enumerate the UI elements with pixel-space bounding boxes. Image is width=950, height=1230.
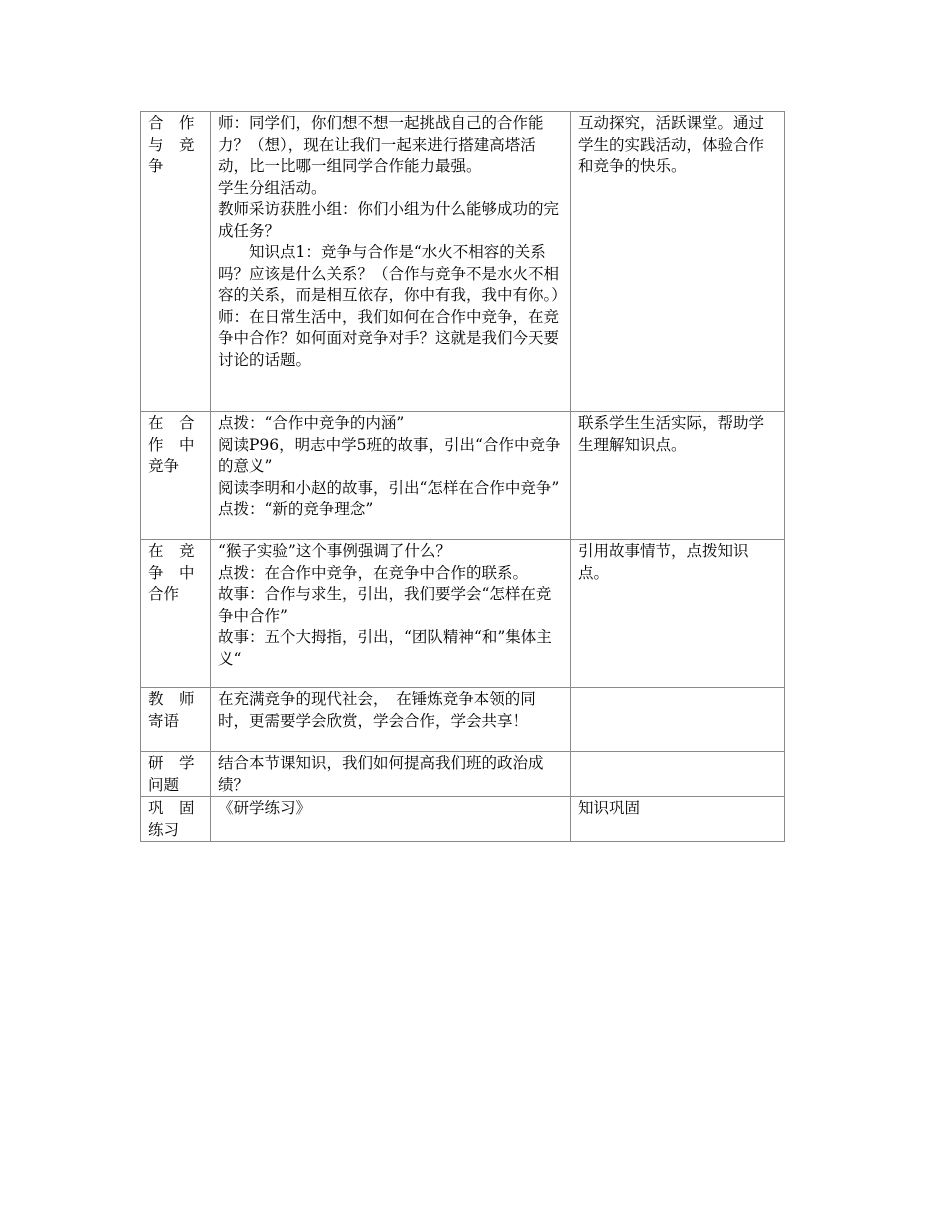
content-paragraph: “猴子实验”这个事例强调了什么？	[218, 542, 451, 560]
topic-cell	[141, 752, 211, 797]
topic-line: 合 作	[148, 114, 195, 132]
content-paragraph: 点拨：“合作中竞争的内涵”	[218, 414, 405, 432]
table-row	[141, 412, 785, 540]
content-cell	[211, 412, 571, 540]
content-cell	[211, 112, 571, 412]
content-paragraph: 师：同学们，你们想不想一起挑战自己的合作能力？（想），现在让我们一起来进行搭建高塔活动，比一比哪一组同学合作能力最强。	[218, 114, 544, 175]
topic-line: 合作	[148, 585, 180, 603]
topic-cell	[141, 797, 211, 842]
topic-line: 寄语	[148, 711, 180, 730]
topic-line: 教 师	[148, 690, 195, 708]
content-cell	[211, 540, 571, 688]
intent-cell: 引用故事情节，点拨知识点。	[571, 540, 785, 688]
content-paragraph: 阅读李明和小赵的故事，引出“怎样在合作中竞争”	[218, 478, 560, 497]
content-paragraph: 点拨：在合作中竞争，在竞争中合作的联系。	[218, 563, 529, 582]
content-paragraph: 故事：五个大拇指，引出，“团队精神“和”集体主义“	[218, 628, 552, 668]
topic-cell	[141, 540, 211, 688]
content-paragraph: 阅读P96，明志中学5班的故事，引出“合作中竞争的意义”	[218, 435, 561, 475]
content-paragraph: 知识点1：竞争与合作是“水火不相容的关系吗？应该是什么关系？（合作与竞争不是水火不相容的关系，而是相互依存，你中有我，我中有你。）	[218, 243, 567, 304]
topic-cell	[141, 688, 211, 752]
content-paragraph: 结合本节课知识，我们如何提高我们班的政治成绩？	[218, 754, 544, 794]
content-paragraph: 故事：合作与求生，引出，我们要学会“怎样在竞争中合作”	[218, 585, 552, 625]
topic-line: 在 竞	[148, 542, 195, 560]
topic-cell	[141, 412, 211, 540]
topic-line: 争 中	[148, 563, 195, 582]
topic-line: 在 合	[148, 414, 195, 432]
intent-cell: 知识巩固	[571, 797, 785, 842]
topic-line: 问题	[148, 775, 180, 794]
topic-line: 练习	[148, 820, 180, 839]
table-row	[141, 797, 785, 842]
intent-cell: 联系学生生活实际，帮助学生理解知识点。	[571, 412, 785, 540]
topic-line: 研 学	[148, 754, 195, 772]
topic-cell	[141, 112, 211, 412]
intent-cell	[571, 688, 785, 752]
content-cell	[211, 688, 571, 752]
table-row	[141, 540, 785, 688]
table-row	[141, 752, 785, 797]
intent-cell: 互动探究，活跃课堂。通过学生的实践活动，体验合作和竞争的快乐。	[571, 112, 785, 412]
topic-line: 巩 固	[148, 799, 195, 817]
topic-line: 作 中	[148, 435, 195, 454]
content-cell	[211, 752, 571, 797]
content-paragraph: 《研学练习》	[218, 799, 312, 817]
topic-line: 竞争	[148, 457, 180, 475]
topic-line: 与 竞	[148, 135, 195, 154]
content-paragraph: 点拨：“新的竞争理念”	[218, 500, 374, 518]
content-cell	[211, 797, 571, 842]
content-paragraph: 在充满竞争的现代社会， 在锤炼竞争本领的同时，更需要学会欣赏，学会合作，学会共享！	[218, 690, 536, 730]
table-row	[141, 688, 785, 752]
content-paragraph: 教师采访获胜小组：你们小组为什么能够成功的完成任务？	[218, 200, 560, 240]
content-paragraph: 学生分组活动。	[218, 178, 327, 197]
topic-line: 争	[148, 157, 164, 175]
content-paragraph: 师：在日常生活中，我们如何在合作中竞争，在竞争中合作？如何面对竞争对手？这就是我们今天要讨论的话题。	[218, 307, 560, 369]
lesson-plan-table	[140, 111, 785, 842]
intent-cell	[571, 752, 785, 797]
table-row	[141, 112, 785, 412]
